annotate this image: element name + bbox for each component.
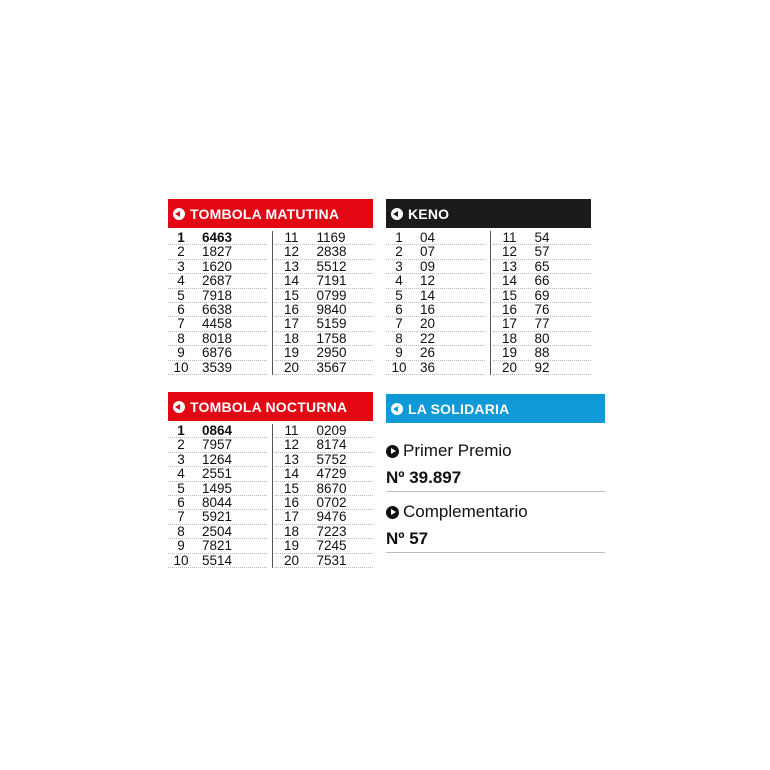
draw-position: 8 [177,330,185,346]
result-row [386,231,485,245]
result-row [275,482,374,496]
result-row [386,245,485,259]
draw-position: 19 [501,345,518,361]
drawn-number: 3539 [202,359,233,375]
drawn-number: 88 [534,345,550,361]
drawn-number: 77 [534,316,550,332]
result-row [168,289,267,303]
draw-position: 20 [283,552,300,568]
play-icon [386,506,399,519]
draw-position: 13 [283,258,300,274]
drawn-number: 0864 [202,423,233,438]
drawn-number: 5752 [316,451,347,467]
result-row [168,554,267,568]
draw-position: 10 [391,359,407,375]
result-row [168,260,267,274]
drawn-number: 2687 [202,273,233,289]
drawn-number: 1620 [202,258,233,274]
drawn-number: 7957 [202,437,233,453]
drawn-number: 6463 [202,230,233,245]
play-icon [386,445,399,458]
la-solidaria-title: LA SOLIDARIA [408,400,510,417]
drawn-number: 7191 [316,273,347,289]
drawn-number: 54 [534,230,550,245]
result-row [275,554,374,568]
draw-position: 10 [173,359,189,375]
drawn-number: 6638 [202,301,233,317]
draw-position: 6 [177,494,185,510]
drawn-number: 1169 [316,230,346,245]
result-row [275,510,374,524]
draw-position: 17 [283,316,300,332]
result-row [386,332,485,346]
result-row [168,346,267,360]
draw-position: 18 [283,523,300,539]
result-row [275,467,374,481]
drawn-number: 2950 [316,345,347,361]
result-row [386,361,485,375]
draw-position: 11 [284,230,299,245]
drawn-number: 8018 [202,330,233,346]
result-row [493,274,592,288]
draw-position: 5 [177,480,185,496]
draw-position: 19 [283,538,300,554]
drawn-number: 1827 [202,244,233,260]
draw-position: 4 [177,466,185,482]
draw-position: 16 [283,301,300,317]
drawn-number: 1758 [316,330,347,346]
arrow-left-icon [173,401,185,413]
draw-position: 4 [177,273,185,289]
draw-position: 13 [283,451,300,467]
draw-position: 9 [395,345,403,361]
drawn-number: 14 [420,287,436,303]
drawn-number: 9840 [316,301,347,317]
results-column-left [386,231,485,375]
drawn-number: 3567 [316,359,347,375]
drawn-number: 0209 [316,423,347,438]
complementario-text: Complementario [403,502,528,521]
result-row [493,245,592,259]
drawn-number: 2551 [202,466,233,482]
result-row [493,260,592,274]
result-row [168,332,267,346]
result-row [168,438,267,452]
tombola-nocturna-title: TOMBOLA NOCTURNA [190,398,348,415]
la-solidaria-header [386,394,605,423]
draw-position: 20 [283,359,300,375]
drawn-number: 1495 [202,480,233,496]
keno-title: KENO [408,205,450,222]
result-row [493,289,592,303]
result-row [275,438,374,452]
result-row [275,539,374,553]
drawn-number: 8044 [202,494,233,510]
result-row [168,245,267,259]
drawn-number: 65 [534,258,550,274]
results-column-left [168,231,267,375]
draw-position: 7 [177,316,185,332]
draw-position: 1 [177,230,185,245]
draw-position: 8 [395,330,403,346]
draw-position: 5 [395,287,403,303]
drawn-number: 92 [534,359,550,375]
result-row [493,332,592,346]
drawn-number: 69 [534,287,550,303]
drawn-number: 7245 [316,538,347,554]
drawn-number: 22 [420,330,436,346]
draw-position: 20 [501,359,518,375]
drawn-number: 5921 [202,509,233,525]
result-row [493,361,592,375]
drawn-number: 12 [420,273,436,289]
draw-position: 11 [502,230,517,245]
drawn-number: 0799 [316,287,347,303]
drawn-number: 4729 [316,466,347,482]
drawn-number: 07 [420,244,436,260]
draw-position: 12 [501,244,518,260]
result-row [386,303,485,317]
results-column-right [272,424,374,568]
tombola-nocturna-header [168,392,373,421]
result-row [275,496,374,510]
primer-premio-text: Primer Premio [403,441,512,460]
drawn-number: 7821 [202,538,233,554]
result-row [275,317,374,331]
results-column-right [490,231,592,375]
result-row [275,453,374,467]
draw-position: 15 [283,287,300,303]
keno-results [386,231,591,375]
result-row [168,361,267,375]
draw-position: 17 [501,316,518,332]
arrow-left-icon [391,208,403,220]
draw-position: 9 [177,538,185,554]
tombola-matutina-title: TOMBOLA MATUTINA [190,205,340,222]
drawn-number: 2504 [202,523,233,539]
draw-position: 18 [283,330,300,346]
draw-position: 14 [501,273,518,289]
draw-position: 7 [177,509,185,525]
draw-position: 2 [395,244,403,260]
result-row [275,361,374,375]
drawn-number: 9476 [316,509,347,525]
result-row [168,424,267,438]
draw-position: 4 [395,273,403,289]
keno-panel [386,199,591,375]
drawn-number: 76 [534,301,550,317]
draw-position: 8 [177,523,185,539]
drawn-number: 6876 [202,345,233,361]
result-row [493,317,592,331]
tombola-nocturna-results [168,424,373,568]
result-row [168,274,267,288]
result-row [168,317,267,331]
draw-position: 5 [177,287,185,303]
draw-position: 9 [177,345,185,361]
draw-position: 14 [283,466,300,482]
drawn-number: 0702 [316,494,347,510]
result-row [168,510,267,524]
drawn-number: 7918 [202,287,233,303]
draw-position: 13 [501,258,518,274]
drawn-number: 80 [534,330,550,346]
drawn-number: 5512 [316,258,347,274]
arrow-left-icon [391,403,403,415]
draw-position: 10 [173,552,189,568]
result-row [168,539,267,553]
result-row [168,303,267,317]
result-row [275,289,374,303]
draw-position: 2 [177,437,185,453]
drawn-number: 8670 [316,480,347,496]
tombola-nocturna-panel [168,392,373,568]
result-row [275,231,374,245]
draw-position: 18 [501,330,518,346]
drawn-number: 36 [420,359,436,375]
draw-position: 11 [284,423,299,438]
result-row [275,332,374,346]
result-row [275,346,374,360]
draw-position: 2 [177,244,185,260]
draw-position: 1 [395,230,403,245]
result-row [168,496,267,510]
drawn-number: 5514 [202,552,233,568]
draw-position: 7 [395,316,403,332]
draw-position: 1 [177,423,185,438]
result-row [386,274,485,288]
result-row [386,346,485,360]
draw-position: 16 [501,301,518,317]
result-row [168,525,267,539]
result-row [275,274,374,288]
complementario-label [386,498,605,526]
drawn-number: 1264 [202,451,233,467]
tombola-matutina-header [168,199,373,228]
draw-position: 3 [177,258,185,274]
results-column-right [272,231,374,375]
draw-position: 12 [283,244,300,260]
drawn-number: 7531 [316,552,347,568]
draw-position: 3 [177,451,185,467]
result-row [168,482,267,496]
drawn-number: 8174 [316,437,347,453]
result-row [493,346,592,360]
primer-premio-value: Nº 39.897 [386,465,605,492]
draw-position: 15 [283,480,300,496]
result-row [168,453,267,467]
draw-position: 15 [501,287,518,303]
drawn-number: 09 [420,258,436,274]
drawn-number: 7223 [316,523,347,539]
result-row [168,231,267,245]
drawn-number: 04 [420,230,436,245]
draw-position: 16 [283,494,300,510]
result-row [168,467,267,481]
results-column-left [168,424,267,568]
drawn-number: 66 [534,273,550,289]
draw-position: 14 [283,273,300,289]
result-row [386,289,485,303]
draw-position: 3 [395,258,403,274]
result-row [275,260,374,274]
primer-premio-label [386,437,605,465]
result-row [493,231,592,245]
draw-position: 19 [283,345,300,361]
draw-position: 12 [283,437,300,453]
result-row [275,525,374,539]
arrow-left-icon [173,208,185,220]
draw-position: 17 [283,509,300,525]
result-row [275,303,374,317]
result-row [386,260,485,274]
tombola-matutina-results [168,231,373,375]
drawn-number: 2838 [316,244,347,260]
result-row [493,303,592,317]
tombola-matutina-panel [168,199,373,375]
keno-header [386,199,591,228]
drawn-number: 16 [420,301,436,317]
draw-position: 6 [177,301,185,317]
drawn-number: 5159 [316,316,347,332]
draw-position: 6 [395,301,403,317]
result-row [386,317,485,331]
drawn-number: 26 [420,345,436,361]
drawn-number: 57 [534,244,550,260]
result-row [275,424,374,438]
drawn-number: 20 [420,316,436,332]
result-row [275,245,374,259]
drawn-number: 4458 [202,316,233,332]
la-solidaria-panel [386,394,605,559]
complementario-value: Nº 57 [386,526,605,553]
